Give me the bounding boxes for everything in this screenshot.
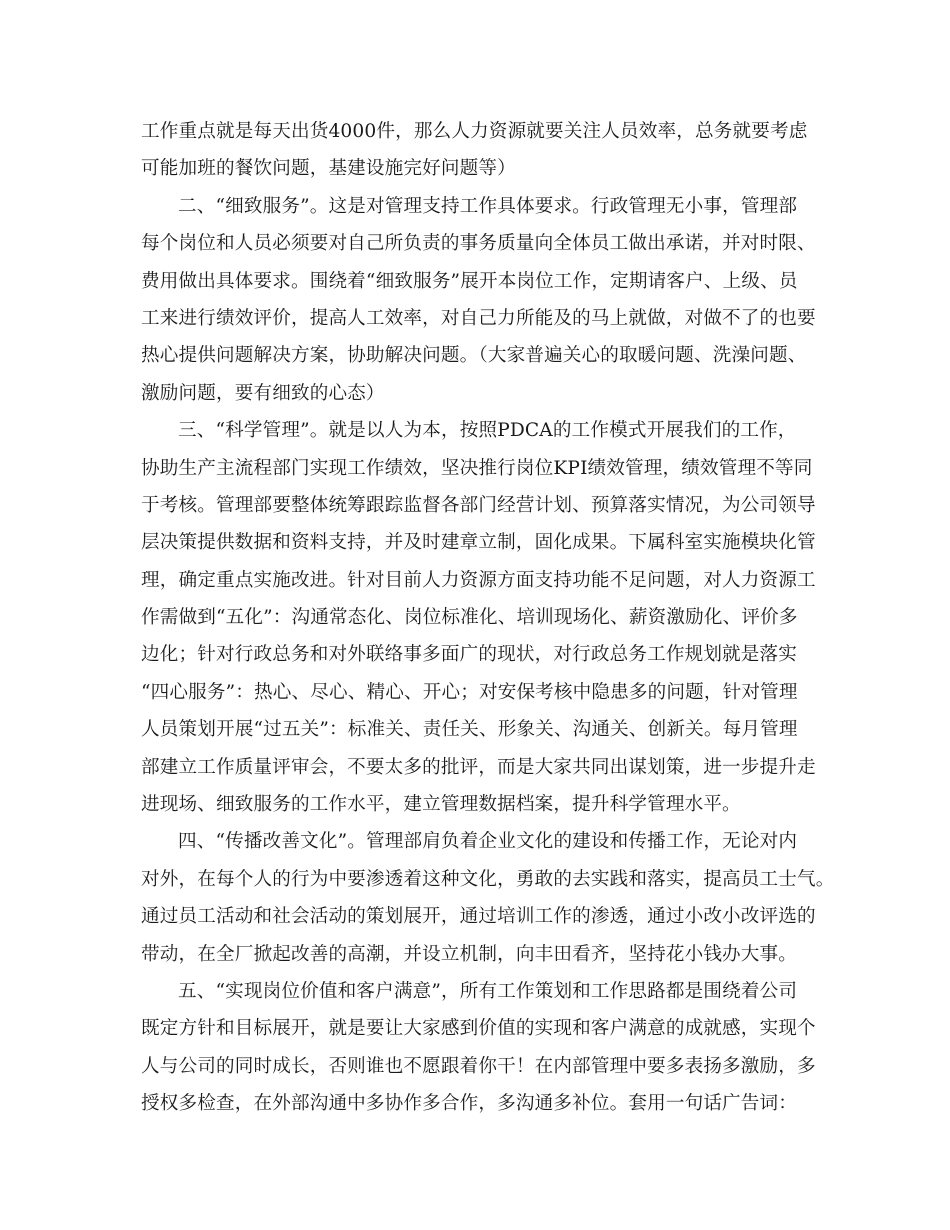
- text-line: 理，确定重点实施改进。针对目前人力资源方面支持功能不足问题，对人力资源工: [141, 569, 816, 591]
- text-line: 人与公司的同时成长，否则谁也不愿跟着你干！在内部管理中要多表扬多激励，多: [141, 1055, 816, 1077]
- text-line: 四、“传播改善文化”。管理部肩负着企业文化的建设和传播工作，无论对内: [178, 831, 798, 853]
- text-line: 进现场、细致服务的工作水平，建立管理数据档案，提升科学管理水平。: [141, 794, 741, 816]
- text-line: 可能加班的餐饮问题，基建设施完好问题等）: [141, 158, 516, 180]
- text-line: 于考核。管理部要整体统筹跟踪监督各部门经营计划、预算落实情况，为公司领导: [141, 494, 816, 516]
- text-line: 部建立工作质量评审会，不要太多的批评，而是大家共同出谋划策，进一步提升走: [141, 756, 816, 778]
- text-line: 协助生产主流程部门实现工作绩效，坚决推行岗位KPI绩效管理，绩效管理不等同: [141, 457, 813, 479]
- text-line: 授权多检查，在外部沟通中多协作多合作，多沟通多补位。套用一句话广告词：: [141, 1093, 798, 1115]
- text-line: 工来进行绩效评价，提高人工效率，对自己力所能及的马上就做，对做不了的也要: [141, 307, 816, 329]
- text-line: 三、“科学管理”。就是以人为本，按照PDCA的工作模式开展我们的工作，: [178, 420, 797, 442]
- text-line: 激励问题，要有细致的心态）: [141, 382, 385, 404]
- text-line: 费用做出具体要求。围绕着“细致服务”展开本岗位工作，定期请客户、上级、员: [141, 270, 798, 292]
- text-line: 二、“细致服务”。这是对管理支持工作具体要求。行政管理无小事，管理部: [178, 195, 798, 217]
- text-line: “四心服务”：热心、尽心、精心、开心；对安保考核中隐患多的问题，针对管理: [141, 681, 798, 703]
- text-line: 对外，在每个人的行为中要渗透着这种文化，勇敢的去实践和落实，提高员工士气。: [141, 868, 835, 890]
- text-line: 通过员工活动和社会活动的策划展开，通过培训工作的渗透，通过小改小改评选的: [141, 906, 816, 928]
- text-line: 工作重点就是每天出货4000件，那么人力资源就要关注人员效率，总务就要考虑: [141, 121, 808, 142]
- text-line: 热心提供问题解决方案，协助解决问题。（大家普遍关心的取暖问题、洗澡问题、: [141, 345, 807, 367]
- text-line: 带动，在全厂掀起改善的高潮，并设立机制，向丰田看齐，坚持花小钱办大事。: [141, 943, 798, 965]
- text-line: 作需做到“五化”：沟通常态化、岗位标准化、培训现场化、薪资激励化、评价多: [141, 607, 798, 629]
- text-line: 边化；针对行政总务和对外联络事多面广的现状，对行政总务工作规划就是落实: [141, 644, 798, 666]
- text-line: 层决策提供数据和资料支持，并及时建章立制，固化成果。下属科室实施模块化管: [141, 532, 816, 554]
- text-line: 既定方针和目标展开，就是要让大家感到价值的实现和客户满意的成就感，实现个: [141, 1018, 816, 1040]
- document-body: [141, 113, 835, 1123]
- text-line: 人员策划开展“过五关”：标准关、责任关、形象关、沟通关、创新关。每月管理: [141, 719, 798, 741]
- text-line: 五、“实现岗位价值和客户满意”，所有工作策划和工作思路都是围绕着公司: [178, 980, 798, 1002]
- text-line: 每个岗位和人员必须要对自己所负责的事务质量向全体员工做出承诺，并对时限、: [141, 233, 816, 255]
